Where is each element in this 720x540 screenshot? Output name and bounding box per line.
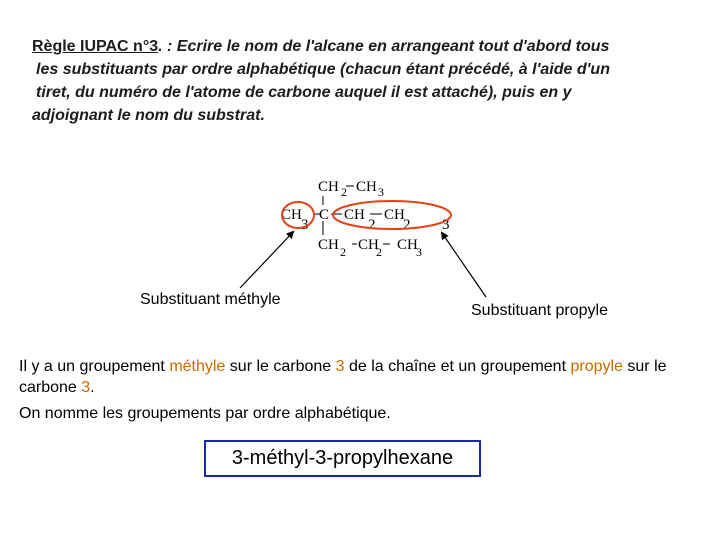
left-group-sub: 3	[301, 217, 309, 233]
chain-group-1-sub: 2	[368, 217, 376, 233]
methyl-arrow	[240, 232, 293, 288]
methyl-substituent-label: Substituant méthyle	[140, 291, 281, 308]
bottom-group-2-sub: 2	[376, 245, 382, 259]
propyl-substituent-label: Substituant propyle	[471, 302, 608, 319]
chain-group-2: CH	[384, 207, 405, 223]
bottom-group-1: CH	[318, 237, 339, 253]
bottom-group-2: CH	[358, 237, 379, 253]
bottom-group-3-sub: 3	[416, 245, 422, 259]
methyl-highlight: méthyle	[169, 358, 226, 375]
explanation-text-4: sur le carbone	[19, 358, 667, 396]
chain-end-num: 3	[442, 217, 450, 233]
carbon-number-2: 3	[81, 379, 91, 396]
explanation-text-1: Il y a un groupement	[19, 358, 170, 375]
carbon-number-1: 3	[335, 358, 345, 375]
left-group: CH	[281, 207, 302, 223]
center-atom: C	[319, 207, 330, 223]
order-sentence: On nomme les groupements par ordre alphabétique.	[19, 405, 391, 422]
top-right-group: CH	[356, 179, 377, 195]
propyl-arrow	[442, 233, 486, 297]
rule-separator: . :	[158, 38, 177, 55]
explanation-paragraph	[19, 356, 719, 398]
rule-title: Règle IUPAC n°3	[32, 38, 159, 55]
rule-line-3: tiret, du numéro de l'atome de carbone auquel il est attaché), puis en y	[36, 84, 572, 101]
propyl-highlight: propyle	[570, 358, 623, 375]
answer-box: 3-méthyl-3-propylhexane	[204, 440, 481, 477]
rule-line-2: les substituants par ordre alphabétique (chacun étant précédé, à l'aide d'un	[36, 61, 610, 78]
explanation-text-2: sur le carbone	[225, 358, 336, 375]
explanation-text-5: .	[90, 379, 95, 396]
top-group: CH	[318, 179, 339, 195]
rule-line-4: adjoignant le nom du substrat.	[32, 107, 265, 124]
explanation-text-3: de la chaîne et un groupement	[344, 358, 571, 375]
chain-group-1: CH	[344, 207, 365, 223]
top-group-sub: 2	[341, 185, 347, 199]
rule-text-1: Ecrire le nom de l'alcane en arrangeant tout d'abord tous	[176, 38, 610, 55]
bottom-group-1-sub: 2	[340, 245, 346, 259]
chain-group-2-sub: 2	[403, 217, 411, 233]
bottom-group-3: CH	[397, 237, 418, 253]
top-right-sub: 3	[378, 185, 384, 199]
